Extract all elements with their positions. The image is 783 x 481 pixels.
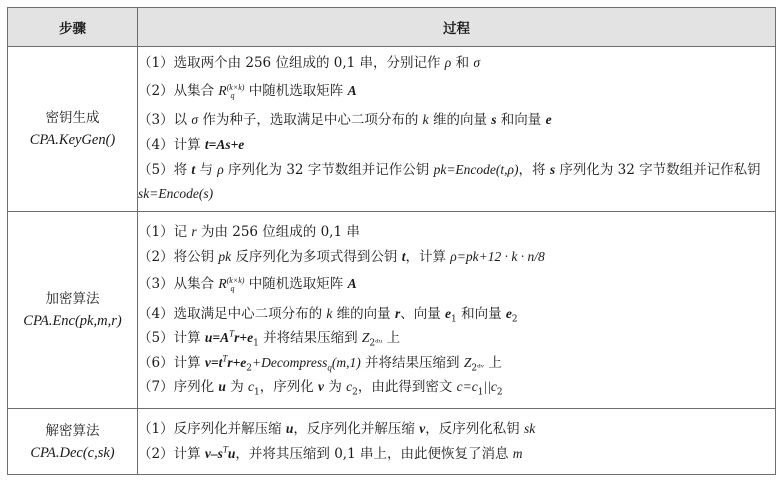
process-line: （5）计算 $u=A^Tr+e_1$ 并将结果压缩到 $Z_{2ᵈᵘ}$ 上 bbox=[138, 328, 401, 349]
process-cell-keygen bbox=[138, 47, 776, 212]
step-name: 加密算法 bbox=[45, 291, 100, 307]
step-function: CPA.Enc(pk,m,r) bbox=[23, 313, 122, 329]
process-line: （3）从集合 $R^{(k\times k)}_q$ 中随机选取矩阵 A bbox=[138, 276, 357, 294]
process-line: （4）计算 t=As+e bbox=[138, 137, 245, 153]
process-cell-enc bbox=[138, 212, 776, 409]
header-step: 步骤 bbox=[8, 8, 138, 47]
step-function: CPA.KeyGen() bbox=[29, 132, 116, 148]
process-cell-dec bbox=[138, 409, 776, 475]
step-cell-keygen bbox=[8, 47, 138, 212]
step-name: 密钥生成 bbox=[45, 110, 100, 126]
process-line: （1）选取两个由 256 位组成的 0,1 串，分别记作 ρ 和 σ bbox=[138, 55, 481, 72]
process-line: （2）将公钥 pk 反序列化为多项式得到公钥 t，计算 ρ=pk+12 · k · n/8 bbox=[138, 248, 545, 265]
table-row-enc bbox=[8, 212, 776, 409]
table-row-dec bbox=[8, 409, 776, 475]
algorithm-table bbox=[7, 7, 776, 475]
process-line: （5）将 t 与 ρ 序列化为 32 字节数组并记作公钥 pk=Encode(t,ρ)，将 s 序列化为 32 字节数组并记作私钥 sk=Encode(s) bbox=[138, 161, 761, 202]
process-line: （1）记 r 为由 256 位组成的 0,1 串 bbox=[138, 223, 360, 240]
process-line: （7）序列化 u 为 $c_1$，序列化 v 为 $c_2$，由此得到密文 $c=c_1||c_2$ bbox=[138, 379, 503, 399]
process-line: （3）以 σ 作为种子，选取满足中心二项分布的 k 维的向量 s 和向量 e bbox=[138, 112, 552, 129]
process-line: （1）反序列化并解压缩 u，反序列化并解压缩 v，反序列化私钥 sk bbox=[138, 420, 536, 437]
step-cell-enc bbox=[8, 212, 138, 409]
process-line: （4）选取满足中心二项分布的 k 维的向量 r、向量 $e_1$ 和向量 $e_2$ bbox=[138, 305, 518, 325]
step-function: CPA.Dec(c,sk) bbox=[30, 444, 115, 461]
process-line: （2）计算 $v-s^Tu$，并将其压缩到 0,1 串上，由此便恢复了消息 m bbox=[138, 444, 523, 462]
step-name: 解密算法 bbox=[45, 422, 100, 439]
step-cell-dec bbox=[8, 409, 138, 475]
process-line: （6）计算 $v=t^Tr+e_2+Decompress_q(m,1)$ 并将结果压缩到 $Z_{2ᵈᵛ}$ 上 bbox=[138, 353, 502, 374]
process-line: （2）从集合 $R^{(k\times k)}_q$ 中随机选取矩阵 A bbox=[138, 82, 357, 100]
header-row bbox=[8, 8, 776, 47]
table-row-keygen bbox=[8, 47, 776, 212]
header-process: 过程 bbox=[138, 8, 776, 47]
